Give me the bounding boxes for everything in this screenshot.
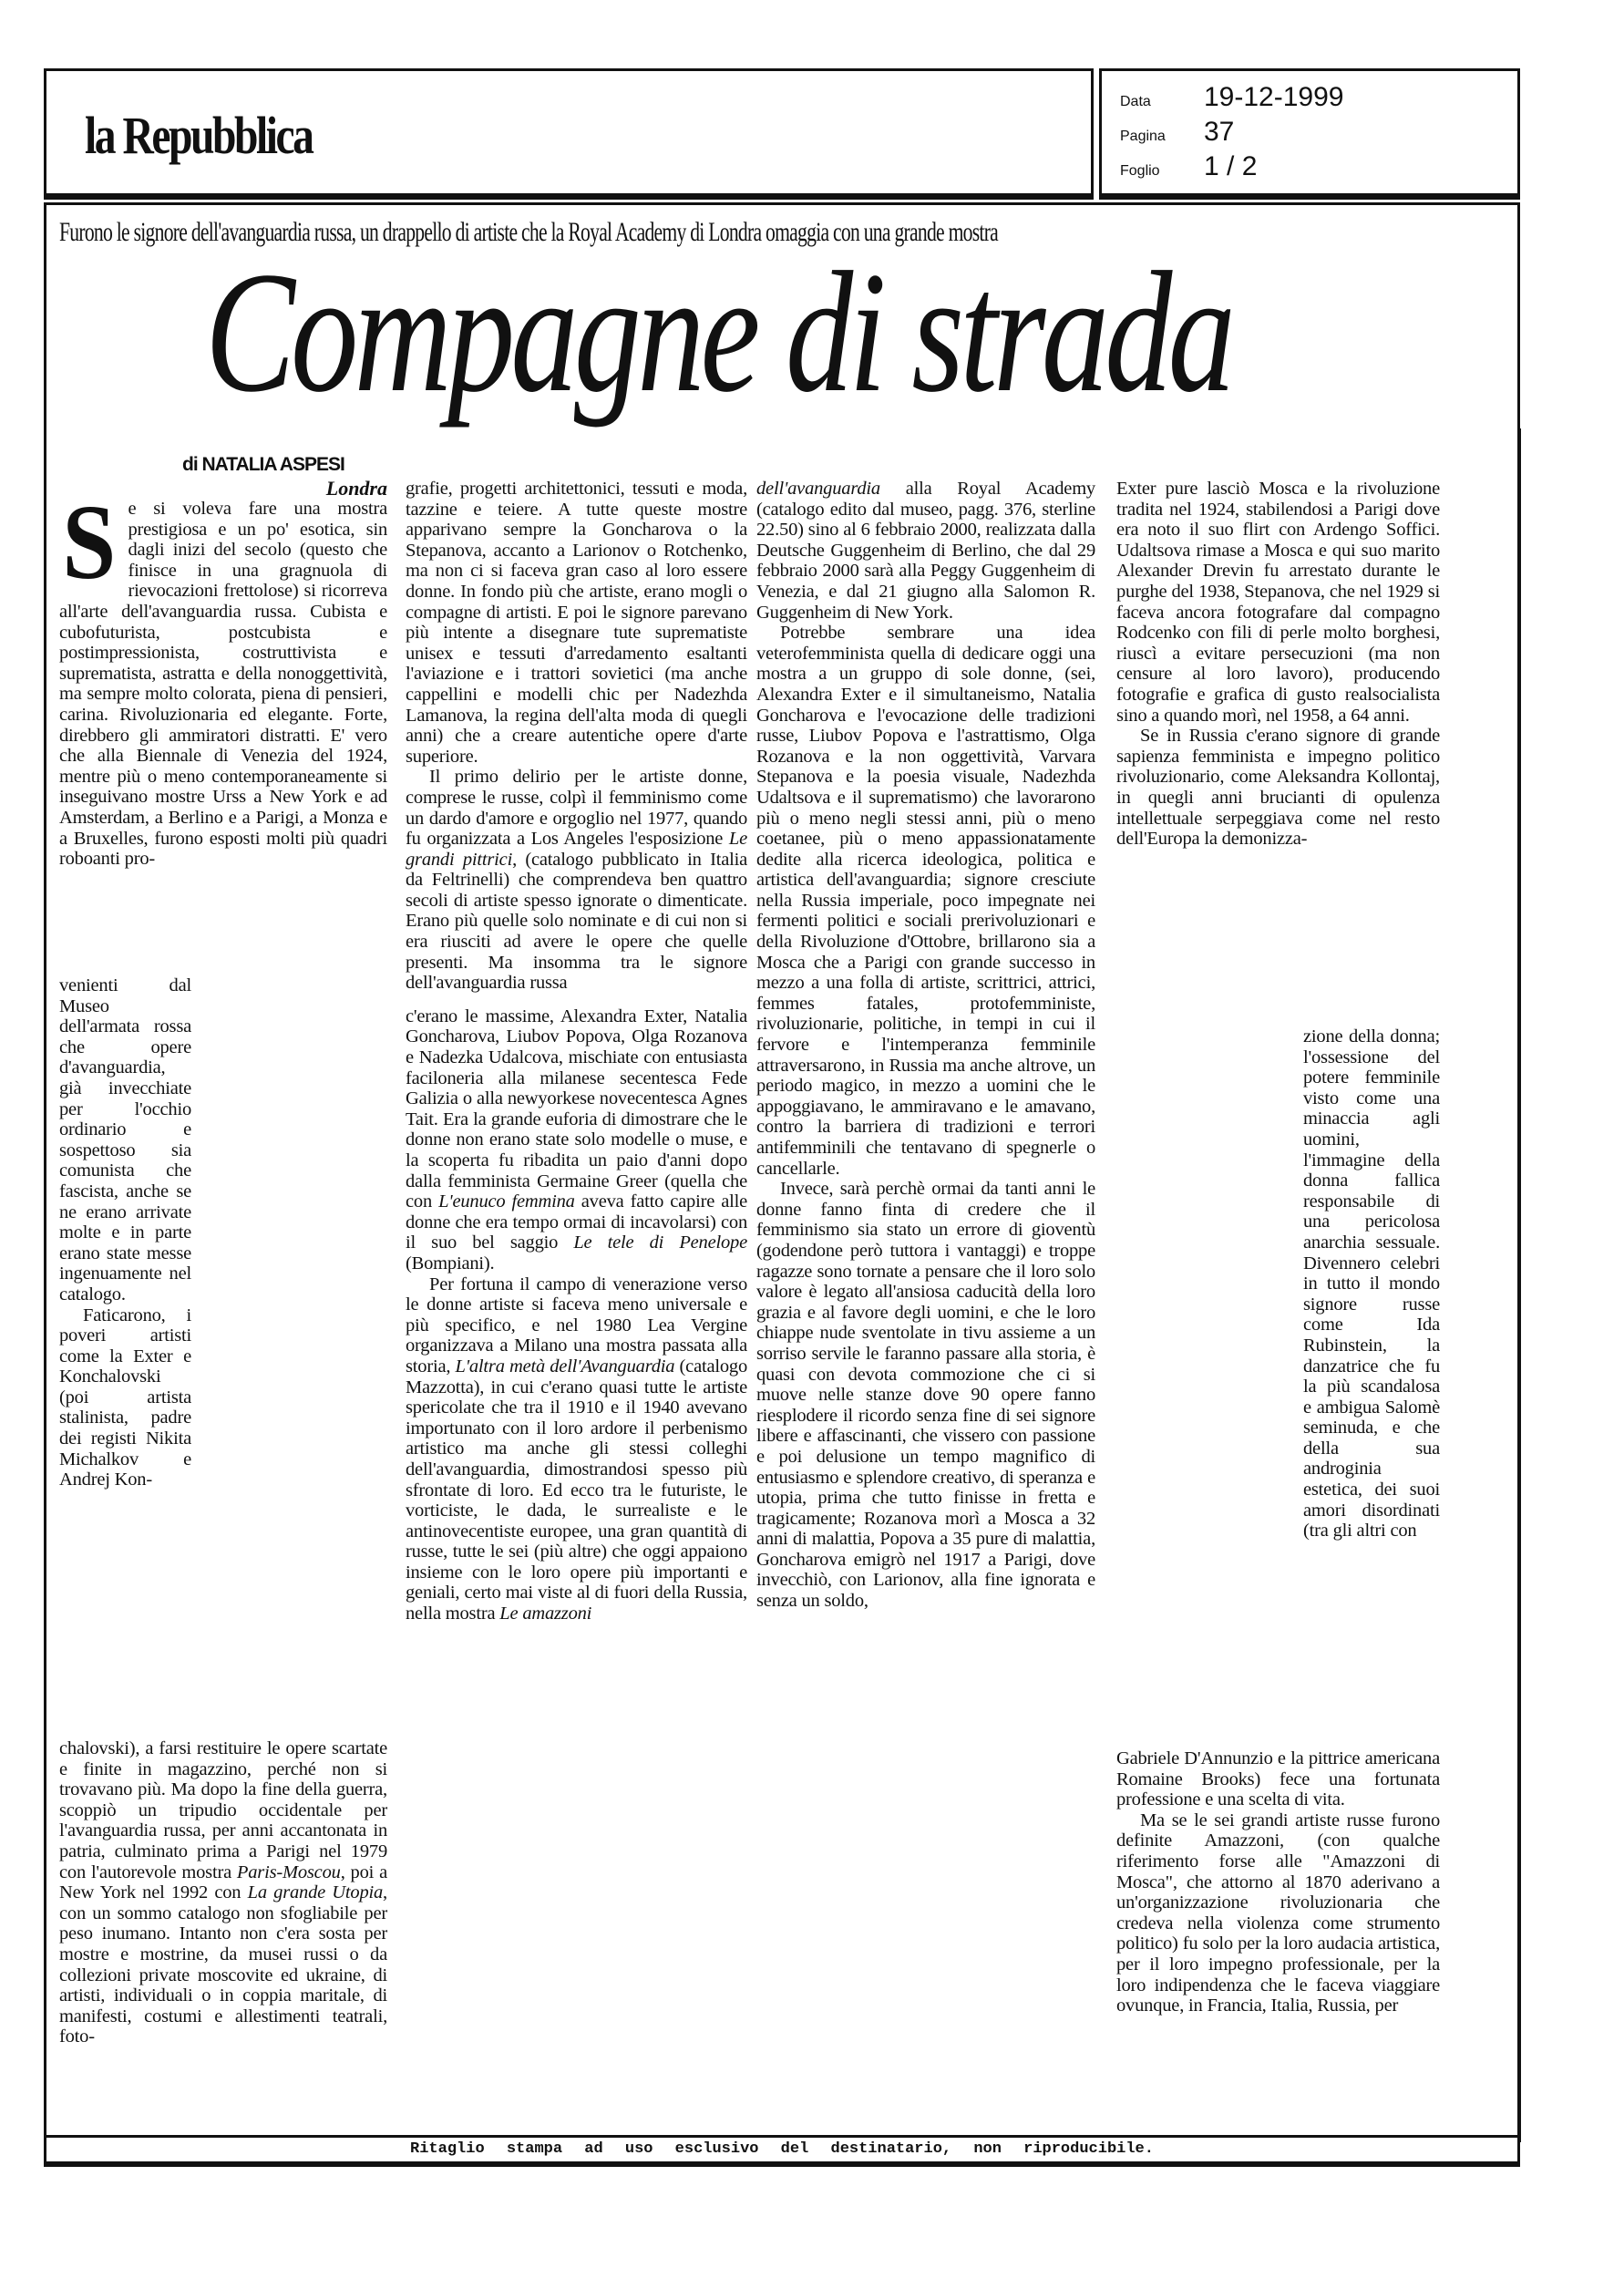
paragraph: Exter pure lasciò Mosca e la rivoluzione tradita nel 1924, stabilendosi a Parigi dove era noto il suo flirt con Ardengo Soffici. Udaltsova rimase a Mosca e qui suo marito Alexander Drevin fu arrestato durante le purghe del 1938, Stepanova, che nel 1929 si faceva ancora fotografare dal compagno Rodcenko con fili di perle molto borghesi, riuscì a evitare persecuzioni (ma non censure al loro lavoro), producendo fotografie e grafica di gusto realsocialista sino a quando morì, nel 1958, a 64 anni.: [1116, 479, 1440, 726]
meta-page-row: [1120, 117, 1234, 148]
text-run: alla Royal Academy (catalogo edito dal museo, pagg. 376, sterline 22.50) sino al 6 febbraio 2000, realizzata dalla Deutsche Guggenheim di Berlino, che dal 29 febbraio 2000 sarà alla Peggy Guggenheim di Venezia, e dal 21 giugno alla Salomon R. Guggenheim di New York.: [756, 479, 1095, 623]
meta-page-value: 37: [1204, 117, 1235, 147]
paragraph: Faticarono, i poveri artisti come la Exter e Konchalovski (poi artista stalinista, padre dei registi Nikita Michalkov e Andrej Kon-: [59, 1304, 191, 1490]
paragraph: Se in Russia c'erano signore di grande sapienza femminista e impegno politico rivoluzionario, come Aleksandra Kollontaj, in quegli anni brucianti di opulenza intellettuale serpeggiava come nel resto dell'Europa la demonizza-: [1116, 726, 1440, 850]
paragraph: venienti dal Museo dell'armata rossa che opere d'avanguardia, già invecchiate per l'occhio ordinario e sospettoso sia comunista che fascista, anche se ne erano arrivate molte e in parte erano state messe ingenuamente nel catalogo.: [59, 975, 191, 1304]
paragraph: [406, 767, 747, 994]
work-title: Le tele di Penelope: [573, 1232, 747, 1253]
text-run: Per fortuna il campo di venerazione verso le donne artiste si faceva meno universale e più specifico, e nel 1980 Lea Vergine organizzava a Milano una mostra passata alla storia,: [406, 1274, 747, 1377]
text-run: Il primo delirio per le artiste donne, comprese le russe, colpì il femminismo come un dardo d'amore e orgoglio nel 1977, quando fu organizzata a Los Angeles l'esposizione: [406, 767, 747, 850]
meta-date-label: Data: [1120, 94, 1151, 109]
column-1-bottom: [59, 1738, 387, 2047]
meta-date-value: 19-12-1999: [1204, 82, 1344, 112]
paragraph: [406, 1274, 747, 1624]
paragraph: zione della donna; l'ossessione del potere femminile visto come una minaccia agli uomini, l'immagine della donna fallica responsabile di una pericolosa anarchia sessuale. Divennero celebri in tutto il mondo signore russe come Ida Rubinstein, la danzatrice che fu la più scandalosa e ambigua Salomè seminuda, e che della sua androginia estetica, dei suoi amori disordinati (tra gli altri con: [1303, 1026, 1440, 1542]
meta-page-label: Pagina: [1120, 129, 1166, 144]
paragraph: [756, 479, 1095, 623]
text-run: (catalogo Mazzotta), in cui c'erano quasi tutte le artiste spericolate che tra il 1910 e il 1940 avevano importunato con il loro ardore il perbenismo artistico ma anche gli stessi colleghi dell'avanguardia, dimostrandosi spesso più sfrontate di loro. Ed ecco tra le futuriste, le vorticiste, le dada, le surrealiste e le antinovecentiste europee, una gran quantità di russe, tutte le sei (più altre) che oggi appaiono insieme con le loro opere più importanti e geniali, certo mai viste al di fuori della Russia, nella mostra: [406, 1356, 748, 1624]
text-run: (Bompiani).: [406, 1253, 495, 1274]
paragraph: Invece, sarà perchè ormai da tanti anni le donne fanno finta di credere che il femminismo sia stato un errore di gioventù (godendone però tuttora i vantaggi) e troppe ragazze sono tornate a pensare che il loro solo valore è legato all'ansiosa caducità della loro grazia e al favore degli uomini, e che le loro chiappe nude sventolate in tivu assieme a un sorriso servile le faranno passare alla storia, è quasi con devota commozione che ci si muove nelle stanze dove 90 opere fanno riesplodere il ricordo senza fine di sei signore libere e affascinanti, che vissero con passione e poi delusione un tempo magnifico di entusiasmo e splendore creativo, di speranza e utopia, prima che tutto finisse in fretta e tragicamente; Rozanova morì a Mosca a 32 anni di malattia, Popova a 35 pure di malattia, Goncharova emigrò nel 1917 a Parigi, dove invecchiò, con Larionov, alla fine ignorata e senza un soldo,: [756, 1179, 1095, 1612]
paragraph: [406, 1006, 747, 1274]
work-title: L'altra metà dell'Avanguardia: [455, 1356, 675, 1377]
article-headline: Compagne di strada: [205, 237, 1232, 428]
work-title: Paris-Moscou: [236, 1861, 341, 1882]
meta-sheet-value: 1 / 2: [1204, 151, 1258, 181]
paragraph: Potrebbe sembrare una idea veterofemminista quella di dedicare oggi una mostra a un gruppo di sole donne, (sei, Alexandra Exter e il simultaneismo, Natalia Goncharova e l'evocazione delle tradizioni russe, Liubov Popova e l'astrattismo, Olga Rozanova e la non oggettività, Varvara Stepanova e la poesia visuale, Nadezhda Udaltsova e il suprematismo) che lavorarono più o meno negli stessi anni, più o meno coetanee, più o meno appassionatamente dedite alla ricerca ideologica, politica e artistica dell'avanguardia; signore cresciute nella Russia imperiale, poco impegnate nei fermenti politici e sociali prerivoluzionari e della Rivoluzione d'Ottobre, brillarono sia a Mosca che a Parigi con grande successo in mezzo a una folla di artiste, scrittrici, attrici, femmes fatales, protofemministe, rivoluzionarie, politiche, in tempi in cui il fervore e l'intemperanza femminile attraversarono, in Russia ma anche altrove, un periodo magico, in mezzo a uomini che le appoggiavano, le ammiravano e le amavano, contro la barriera di tradizioni e terrori antifemminili che tentavano di spegnerle o cancellarle.: [756, 623, 1095, 1179]
paragraph: Gabriele D'Annunzio e la pittrice americana Romaine Brooks) fece una fortunata professione e una scelta di vita.: [1116, 1748, 1440, 1810]
clipping-meta-box: [1099, 68, 1520, 196]
work-title: Le grandi pittrici: [406, 829, 747, 870]
reproduction-notice: Ritaglio stampa ad uso esclusivo del destinatario, non riproducibile.: [44, 2135, 1520, 2164]
article-dateline: Londra: [325, 477, 387, 500]
column-2: [406, 479, 747, 1624]
column-gap: [406, 994, 747, 1006]
text-run: , (catalogo pubblicato in Italia da Feltrinelli) che comprendeva ben quattro secoli di artiste spesso ignorate o dimenticate. Erano più quelle solo nominate e di cui non si era riusciti ad avere le opere che quelle presenti. Ma insomma tra le signore dell'avanguardia russa: [406, 849, 747, 994]
work-title: La grande Utopia: [247, 1882, 384, 1903]
text-run: aveva fatto capire alle donne che era tempo ormai di incavolarsi) con il suo bel saggio: [406, 1191, 747, 1253]
meta-sheet-row: [1120, 151, 1257, 182]
paragraph: grafie, progetti architettonici, tessuti e moda, tazzine e teiere. A tutte queste mostre apparivano sempre la Goncharova o la Stepanova, accanto a Larionov o Rotchenko, ma non ci si faceva gran caso al loro essere donne. In fondo più che artiste, erano mogli o compagne di artisti. E poi le signore parevano più intente a disegnare tute suprematiste unisex e tessuti d'arredamento esaltanti l'aviazione e i trattori sovietici (ma anche cappellini e modelli chic per Nadezhda Lamanova, la regina dell'alta moda di quegli anni) che a creare autentiche opere d'arte superiore.: [406, 479, 747, 767]
right-column-rule: [1518, 428, 1521, 2142]
masthead-box: [44, 68, 1094, 196]
meta-date-row: [1120, 82, 1343, 113]
publication-logo: la Repubblica: [85, 106, 313, 165]
meta-sheet-label: Foglio: [1120, 163, 1160, 179]
column-4-narrow: [1303, 1026, 1440, 1542]
column-4-bottom: [1116, 1748, 1440, 2016]
paragraph: Ma se le sei grandi artiste russe furono definite Amazzoni, (con qualche riferimento forse alle "Amazzoni di Mosca", che attorno al 1870 aderivano a un'organizzazione rivoluzionaria che credeva nella violenza come strumento politico) fu solo per la loro audacia artistica, per il loro impegno professionale, per la loro indipendenza che le faceva viaggiare ovunque, in Francia, Italia, Russia, per: [1116, 1810, 1440, 2016]
text-run: c'erano le massime, Alexandra Exter, Natalia Goncharova, Liubov Popova, Olga Rozanova e Nadezka Udalcova, mischiate con entusiasta faciloneria alla milanese secentesca Fede Galizia o alla newyorkese novecentesca Agnes Tait. Era la grande euforia di dimostrare che le donne non erano state solo modelle o muse, e la scoperta fu ribadita un paio d'anni dopo dalla femminista Germaine Greer (quella che con: [406, 1005, 747, 1212]
text-run: chalovski), a farsi restituire le opere scartate e finite in magazzino, perché non si trovavano più. Ma dopo la fine della guerra, scoppiò un tripudio occidentale per l'avanguardia russa, per anni accantonata in patria, culminato prima a Parigi nel 1979 con l'autorevole mostra: [59, 1738, 387, 1882]
column-1-narrow: [59, 975, 191, 1490]
work-title: L'eunuco femmina: [438, 1191, 575, 1212]
paragraph: e si voleva fare una mostra prestigiosa e un po' esotica, sin dagli inizi del secolo (questo che finisce in una gragnuola di rievocazioni frettolose) si ricorreva all'arte dell'avanguardia russa. Cubista e cubofuturista, postcubista e postimpressionista, costruttivista e suprematista, astratta e della nonoggettività, ma sempre molto colorata, piena di pensieri, carina. Rivoluzionaria ed elegante. Forte, direbbero gli ammiratori distratti. E' vero che alla Biennale di Venezia del 1924, mentre più o meno contemporaneamente si inseguivano mostre Urss a New York e ad Amsterdam, a Berlino e a Parigi, a Monza e a Bruxelles, furono esposti molti più quadri roboanti pro-: [59, 499, 387, 870]
text-run: , poi a New York nel 1992 con: [59, 1861, 387, 1903]
article-kicker: Furono le signore dell'avanguardia russa, un drappello di artiste che la Royal Academy di Londra omaggia con una grande mostra: [59, 217, 999, 247]
paragraph: [59, 1738, 387, 2047]
text-run: , con un sommo catalogo non sfogliabile per peso inumano. Intanto non c'era sosta per mostre e mostrine, da musei russi o da collezioni private moscovite ed ukraine, di artisti, individuali o in coppia maritale, di manifesti, costumi e allestimenti teatrali, foto-: [59, 1882, 387, 2047]
column-3: [756, 479, 1095, 1612]
article-byline: di NATALIA ASPESI: [182, 454, 344, 475]
column-4-top: [1116, 479, 1440, 850]
work-title: Le amazzoni: [499, 1604, 592, 1624]
work-title: dell'avanguardia: [756, 479, 880, 499]
drop-cap: S: [62, 482, 117, 602]
